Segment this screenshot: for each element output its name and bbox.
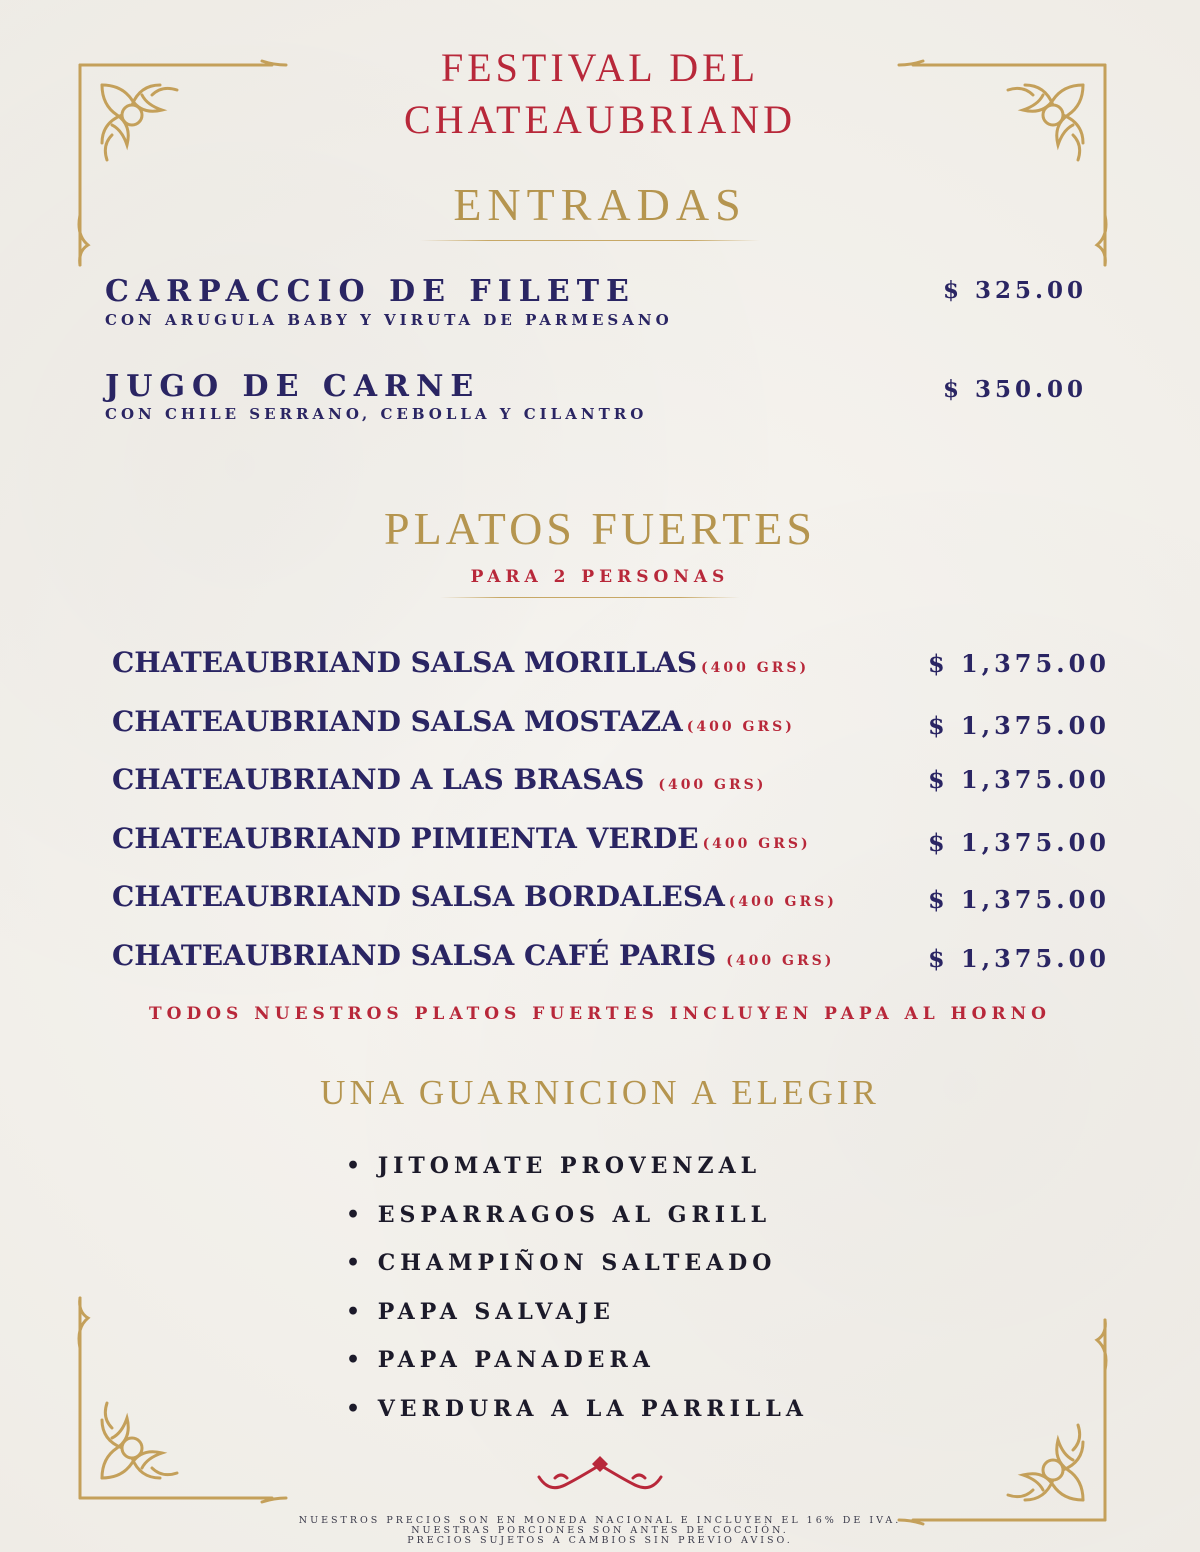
menu-item-name: CHATEAUBRIAND SALSA BORDALESA (400 GRS) <box>112 880 837 913</box>
menu-item-description: CON ARUGULA BABY Y VIRUTA DE PARMESANO <box>105 311 673 329</box>
page-title <box>0 42 1200 146</box>
platos-note: TODOS NUESTROS PLATOS FUERTES INCLUYEN PAPA AL HORNO <box>149 1004 1051 1024</box>
list-item: • PAPA SALVAJE <box>346 1299 615 1325</box>
divider <box>420 240 760 241</box>
menu-item-price: $ 1,375.00 <box>928 885 1110 914</box>
portion-label: (400 GRS) <box>728 894 837 910</box>
guarnicion-heading: UNA GUARNICION A ELEGIR <box>320 1073 880 1112</box>
menu-item-name: JUGO DE CARNE <box>105 369 481 404</box>
fleur-ornament-icon <box>535 1452 665 1497</box>
platos-heading: PLATOS FUERTES <box>384 503 816 554</box>
list-item: • ESPARRAGOS AL GRILL <box>346 1202 772 1228</box>
menu-item-name: CHATEAUBRIAND SALSA MOSTAZA (400 GRS) <box>112 705 795 738</box>
menu-item-description: CON CHILE SERRANO, CEBOLLA Y CILANTRO <box>105 405 648 423</box>
portion-label: (400 GRS) <box>658 777 767 793</box>
platos-subheading: PARA 2 PERSONAS <box>470 567 730 587</box>
corner-ornament-icon <box>72 1288 292 1508</box>
list-item: • JITOMATE PROVENZAL <box>346 1153 762 1179</box>
menu-item-name: CARPACCIO DE FILETE <box>105 274 636 309</box>
list-item: • CHAMPIÑON SALTEADO <box>346 1250 777 1276</box>
menu-item-price: $ 1,375.00 <box>928 711 1110 740</box>
menu-item-price: $ 1,375.00 <box>928 828 1110 857</box>
footer-line: PRECIOS SUJETOS A CAMBIOS SIN PREVIO AVISO. <box>407 1535 793 1546</box>
title-line-2: CHATEAUBRIAND <box>404 97 796 142</box>
portion-label: (400 GRS) <box>726 953 835 969</box>
menu-item-name: CHATEAUBRIAND SALSA MORILLAS (400 GRS) <box>112 646 810 679</box>
footer-line: NUESTROS PRECIOS SON EN MONEDA NACIONAL E INCLUYEN EL 16% DE IVA. <box>298 1515 902 1526</box>
divider <box>440 597 740 598</box>
menu-item-price: $ 1,375.00 <box>928 649 1110 678</box>
menu-item-price: $ 325.00 <box>943 277 1088 304</box>
menu-item-name: CHATEAUBRIAND PIMIENTA VERDE (400 GRS) <box>112 822 811 855</box>
footer-line: NUESTRAS PORCIONES SON ANTES DE COCCIÓN. <box>411 1525 789 1536</box>
menu-item-name: CHATEAUBRIAND SALSA CAFÉ PARIS (400 GRS) <box>112 939 835 972</box>
portion-label: (400 GRS) <box>701 660 810 676</box>
menu-item-price: $ 1,375.00 <box>928 944 1110 973</box>
menu-item-name: CHATEAUBRIAND A LAS BRASAS (400 GRS) <box>112 763 767 796</box>
entradas-heading: ENTRADAS <box>453 179 747 230</box>
portion-label: (400 GRS) <box>686 719 795 735</box>
menu-item-price: $ 350.00 <box>943 376 1088 403</box>
list-item: • VERDURA A LA PARRILLA <box>346 1396 808 1422</box>
portion-label: (400 GRS) <box>702 836 811 852</box>
list-item: • PAPA PANADERA <box>346 1347 655 1373</box>
corner-ornament-icon <box>893 1310 1113 1530</box>
title-line-1: FESTIVAL DEL <box>441 45 759 90</box>
menu-item-price: $ 1,375.00 <box>928 765 1110 794</box>
footer-notes <box>0 1516 1200 1546</box>
